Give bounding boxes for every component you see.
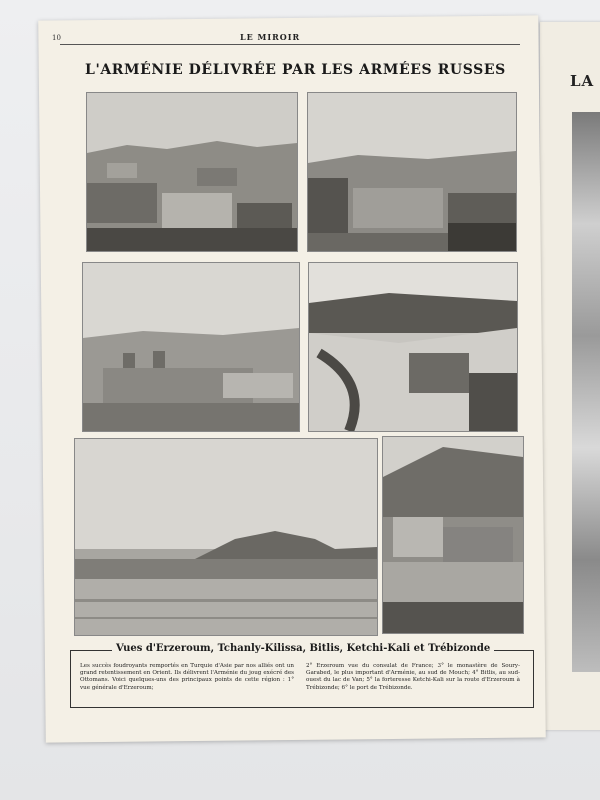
photo-4 bbox=[308, 262, 518, 432]
photo-3 bbox=[82, 262, 300, 432]
facing-page-title: LA bbox=[570, 72, 595, 90]
photo-1 bbox=[86, 92, 298, 252]
photo-1-image bbox=[87, 93, 297, 251]
masthead: LE MIROIR bbox=[240, 32, 301, 42]
photo-4-image bbox=[309, 263, 517, 431]
caption-right-text: 2° Erzeroum vue du consulat de France; 3° le monastère de Soury-Garabed, le plus important d'Arménie, au sud de Mouch; 4° Bitlis, au sud-ouest du lac de Van; 5° la forteresse Ketchi-Kali sur la route d'Erzeroum à Trébizonde; 6° le port de Trébizonde. bbox=[306, 663, 520, 691]
facing-page-photo bbox=[572, 112, 600, 672]
photo-6-image bbox=[383, 437, 523, 633]
page-number: 10 bbox=[52, 34, 61, 42]
masthead-rule bbox=[60, 44, 520, 45]
caption-title: Vues d'Erzeroum, Tchanly-Kilissa, Bitlis, Ketchi-Kali et Trébizonde bbox=[112, 643, 494, 654]
caption-left-text: Les succès foudroyants remportés en Turquie d'Asie par nos alliés ont un grand retentissement en Orient. Ils délivrent l'Arménie du joug exécré des Ottomans. Voici quelques-uns des principaux points de cette région : 1° vue générale d'Erzeroum; bbox=[80, 663, 294, 691]
photo-2 bbox=[307, 92, 517, 252]
headline: L'ARMÉNIE DÉLIVRÉE PAR LES ARMÉES RUSSES bbox=[85, 62, 506, 78]
photo-5 bbox=[74, 438, 378, 636]
photo-5-image bbox=[75, 439, 377, 635]
facing-page bbox=[540, 22, 600, 730]
photo-3-image bbox=[83, 263, 299, 431]
photo-6 bbox=[382, 436, 524, 634]
photo-2-image bbox=[308, 93, 516, 251]
